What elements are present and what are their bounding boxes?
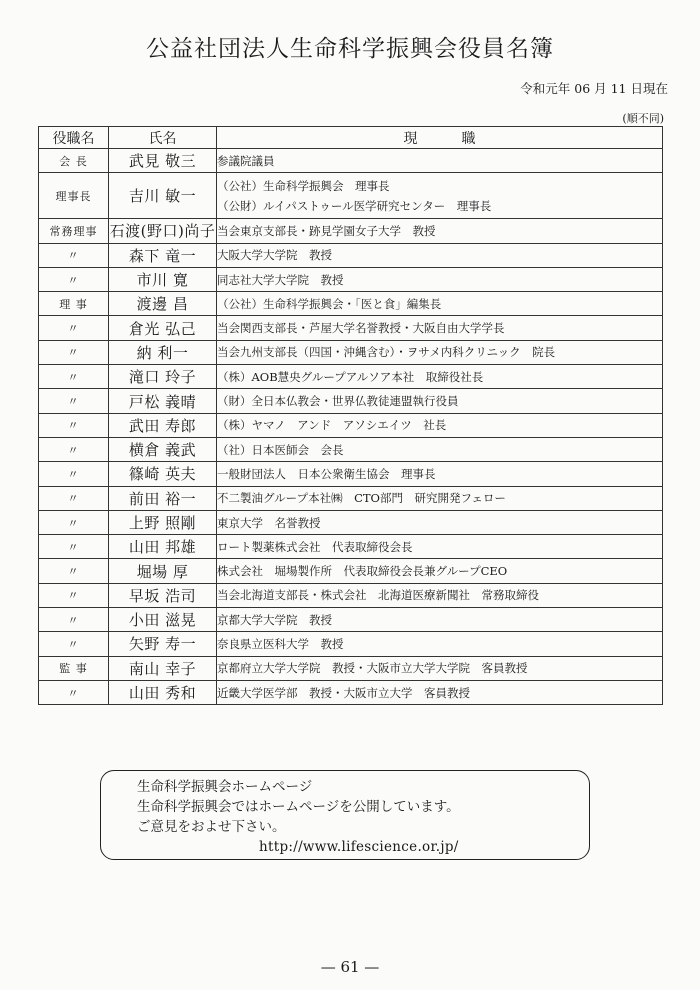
table-row — [39, 267, 663, 291]
position-line: （公財）ルイパストゥール医学研究センター 理事長 — [217, 198, 492, 213]
name-cell: 小田 滋晃 — [109, 608, 217, 632]
name-cell: 滝口 玲子 — [109, 365, 217, 389]
name-cell: 横倉 義武 — [109, 437, 217, 461]
position-line: ロート製薬株式会社 代表取締役会長 — [217, 539, 413, 554]
table-row — [39, 535, 663, 559]
name-cell: 南山 幸子 — [109, 656, 217, 680]
name-cell: 堀場 厚 — [109, 559, 217, 583]
name-cell: 吉川 敏一 — [109, 173, 217, 219]
position-cell — [217, 583, 663, 607]
header-role: 役職名 — [39, 127, 109, 149]
table-row — [39, 462, 663, 486]
position-line: 同志社大学大学院 教授 — [217, 272, 344, 287]
position-line: （公社）生命科学振興会・「医と食」編集長 — [217, 296, 442, 311]
position-cell — [217, 149, 663, 173]
role-cell: 〃 — [39, 632, 109, 656]
name-cell: 前田 裕一 — [109, 486, 217, 510]
role-cell: 会 長 — [39, 149, 109, 173]
table-row — [39, 632, 663, 656]
position-cell — [217, 632, 663, 656]
position-line: 当会九州支部長（四国・沖縄含む）・ヲサメ内科クリニック 院長 — [217, 345, 556, 360]
header-position: 現職 — [217, 127, 663, 149]
notice-heading: 生命科学振興会ホームページ — [137, 779, 313, 795]
name-cell: 石渡(野口)尚子 — [109, 219, 217, 243]
role-cell: 〃 — [39, 340, 109, 364]
position-cell — [217, 559, 663, 583]
name-cell: 市川 寛 — [109, 267, 217, 291]
notice-text: 生命科学振興会ではホームページを公開しています。 — [137, 799, 460, 815]
role-cell: 〃 — [39, 510, 109, 534]
position-line: （公社）生命科学振興会 理事長 — [217, 178, 390, 193]
name-cell: 山田 邦雄 — [109, 535, 217, 559]
name-cell: 納 利一 — [109, 340, 217, 364]
role-cell: 常務理事 — [39, 219, 109, 243]
position-line: 当会東京支部長・跡見学園女子大学 教授 — [217, 223, 436, 238]
name-cell: 戸松 義晴 — [109, 389, 217, 413]
table-row — [39, 316, 663, 340]
officer-roster-table — [38, 126, 663, 705]
position-cell — [217, 656, 663, 680]
position-line: 不二製油グループ本社㈱ CTO部門 研究開発フェロー — [217, 491, 506, 506]
position-cell — [217, 173, 663, 219]
position-line: 東京大学 名誉教授 — [217, 515, 321, 530]
position-cell — [217, 680, 663, 704]
position-cell — [217, 608, 663, 632]
table-row — [39, 173, 663, 219]
position-cell — [217, 535, 663, 559]
position-line: （社）日本医師会 会長 — [217, 442, 344, 457]
position-line: 京都大学大学院 教授 — [217, 612, 332, 627]
name-cell: 上野 照剛 — [109, 510, 217, 534]
position-line: 京都府立大学大学院 教授・大阪市立大学大学院 客員教授 — [217, 661, 528, 676]
role-cell: 〃 — [39, 413, 109, 437]
role-cell: 監 事 — [39, 656, 109, 680]
table-row — [39, 437, 663, 461]
position-cell — [217, 413, 663, 437]
role-cell: 〃 — [39, 243, 109, 267]
position-line: （財）全日本仏教会・世界仏教徒連盟執行役員 — [217, 394, 459, 409]
position-cell — [217, 316, 663, 340]
page-number: — 61 — — [320, 958, 380, 976]
position-line: 近畿大学医学部 教授・大阪市立大学 客員教授 — [217, 685, 470, 700]
role-cell: 〃 — [39, 389, 109, 413]
position-line: 株式会社 堀場製作所 代表取締役会長兼グループCEO — [217, 564, 508, 579]
role-cell: 〃 — [39, 535, 109, 559]
position-line: 参議院議員 — [217, 153, 275, 168]
name-cell: 矢野 寿一 — [109, 632, 217, 656]
as-of-date: 令和元年 06 月 11 日現在 — [520, 81, 668, 96]
role-cell: 〃 — [39, 316, 109, 340]
table-row — [39, 608, 663, 632]
table-row — [39, 219, 663, 243]
table-body — [39, 149, 663, 705]
table-row — [39, 365, 663, 389]
table-row — [39, 413, 663, 437]
name-cell: 篠崎 英夫 — [109, 462, 217, 486]
homepage-url[interactable]: http://www.lifescience.or.jp/ — [259, 839, 459, 855]
name-cell: 渡邊 昌 — [109, 292, 217, 316]
role-cell: 〃 — [39, 583, 109, 607]
name-cell: 倉光 弘己 — [109, 316, 217, 340]
position-line: 奈良県立医科大学 教授 — [217, 636, 344, 651]
position-cell — [217, 219, 663, 243]
position-line: 大阪大学大学院 教授 — [217, 248, 332, 263]
table-row — [39, 510, 663, 534]
table-row — [39, 340, 663, 364]
header-name: 氏名 — [109, 127, 217, 149]
name-cell: 武田 寿郎 — [109, 413, 217, 437]
role-cell: 〃 — [39, 365, 109, 389]
position-cell — [217, 340, 663, 364]
position-cell — [217, 510, 663, 534]
position-cell — [217, 243, 663, 267]
table-row — [39, 243, 663, 267]
name-cell: 早坂 浩司 — [109, 583, 217, 607]
name-cell: 武見 敬三 — [109, 149, 217, 173]
order-note: (順不同) — [622, 112, 664, 125]
table-row — [39, 559, 663, 583]
role-cell: 〃 — [39, 486, 109, 510]
table-row — [39, 656, 663, 680]
notice-request: ご意見をおよせ下さい。 — [137, 819, 286, 835]
document-title: 公益社団法人生命科学振興会役員名簿 — [146, 36, 554, 62]
role-cell: 〃 — [39, 608, 109, 632]
name-cell: 山田 秀和 — [109, 680, 217, 704]
position-cell — [217, 292, 663, 316]
name-cell: 森下 竜一 — [109, 243, 217, 267]
position-cell — [217, 267, 663, 291]
role-cell: 理 事 — [39, 292, 109, 316]
table-row — [39, 680, 663, 704]
role-cell: 〃 — [39, 437, 109, 461]
position-line: 当会北海道支部長・株式会社 北海道医療新聞社 常務取締役 — [217, 588, 539, 603]
position-line: 当会関西支部長・芦屋大学名誉教授・大阪自由大学学長 — [217, 321, 505, 336]
position-line: （株）ヤマノ アンド アソシエイツ 社長 — [217, 418, 447, 433]
position-cell — [217, 486, 663, 510]
table-header-row — [39, 127, 663, 149]
role-cell: 〃 — [39, 680, 109, 704]
role-cell: 〃 — [39, 462, 109, 486]
role-cell: 理事長 — [39, 173, 109, 219]
table-row — [39, 583, 663, 607]
table-row — [39, 292, 663, 316]
position-line: （株）AOB慧央グループアルソア本社 取締役社長 — [217, 369, 484, 384]
position-cell — [217, 437, 663, 461]
role-cell: 〃 — [39, 267, 109, 291]
position-cell — [217, 389, 663, 413]
role-cell: 〃 — [39, 559, 109, 583]
table-row — [39, 389, 663, 413]
position-cell — [217, 462, 663, 486]
table-row — [39, 149, 663, 173]
table-row — [39, 486, 663, 510]
position-line: 一般財団法人 日本公衆衛生協会 理事長 — [217, 466, 436, 481]
homepage-notice-box — [100, 770, 590, 860]
position-cell — [217, 365, 663, 389]
